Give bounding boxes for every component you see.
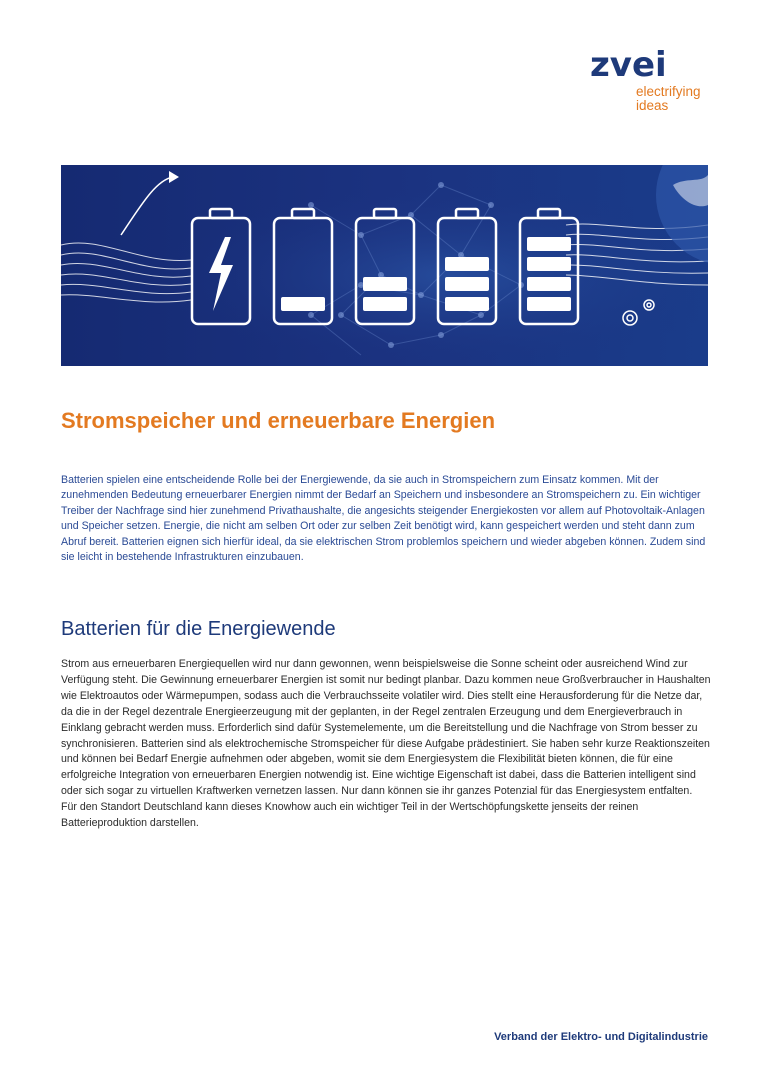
section-heading: Batterien für die Energiewende: [61, 618, 336, 640]
logo-tagline-2: ideas: [636, 98, 669, 113]
page-title: Stromspeicher und erneuerbare Energien: [61, 408, 496, 433]
body-paragraph: Strom aus erneuerbaren Energiequellen wird nur dann gewonnen, wenn beispielsweise die Sonne scheint oder ausreichend Wind zur Verfügung steht. Die Gewinnung erneuerbarer Energien ist somit nur bedingt planbar. Dazu kommen neue Großverbraucher in Haushalten wie Elektroautos oder Wärmepumpen, sodass auch die Verbrauchsseite volatiler wird. Dies stellt eine Herausforderung für die Netze dar, da die in der Regel dezentrale Energieerzeugung mit der geplanten, in der Regel zentralen Erzeugung und dem Energieverbrauch in Einklang gebracht werden muss. Erforderlich sind dafür Systemelemente, um die Bereitstellung und die Nachfrage von Strom besser zu synchronisieren. Batterien sind als elektrochemische Stromspeicher für diese Aufgabe prädestiniert. Sie haben sehr kurze Reaktionszeiten und können bei Bedarf Energie aufnehmen oder abgeben, womit sie dem Energiesystem die Flexibilität bieten können, die für eine erfolgreiche Integration von erneuerbaren Energien notwendig ist. Eine wichtige Eigenschaft ist dabei, dass die Batterien intelligent sind oder sich sogar zu virtuellen Kraftwerken vernetzen lassen. Nur dann können sie ihr ganzes Potenzial für das Energiesystem entfalten. Für den Standort Deutschland kann dieses Knowhow auch ein wichtiger Teil in der Wertschöpfungskette jenseits der reinen Batterieproduktion darstellen.: [61, 658, 711, 830]
footer-organization: Verband der Elektro- und Digitalindustrie: [494, 1031, 708, 1043]
logo-wordmark: zvei: [590, 45, 667, 85]
header-banner-image: [61, 165, 708, 366]
intro-paragraph: Batterien spielen eine entscheidende Rolle bei der Energiewende, da sie auch in Stromspeichern zum Einsatz kommen. Mit der zunehmenden Bedeutung erneuerbarer Energien nimmt der Bedarf an Speichern und insbesondere an Stromspeichern zu. Ein wichtiger Treiber der Nachfrage sind hier zunehmend Privathaushalte, die angesichts steigender Energiekosten vor allem auf Photovoltaik-Anlagen und Speicher setzen. Energie, die nicht am selben Ort oder zur selben Zeit benötigt wird, kann gespeichert werden und steht dann zum Abruf bereit. Batterien eignen sich hierfür ideal, da sie elektrischen Strom problemlos speichern und wieder abgeben können. Zudem sind sie leicht in bestehende Infrastrukturen einzubauen.: [61, 474, 706, 564]
zvei-logo[interactable]: [590, 45, 720, 113]
logo-tagline-1: electrifying: [636, 84, 701, 99]
battery-charge-levels-illustration: [61, 165, 708, 366]
